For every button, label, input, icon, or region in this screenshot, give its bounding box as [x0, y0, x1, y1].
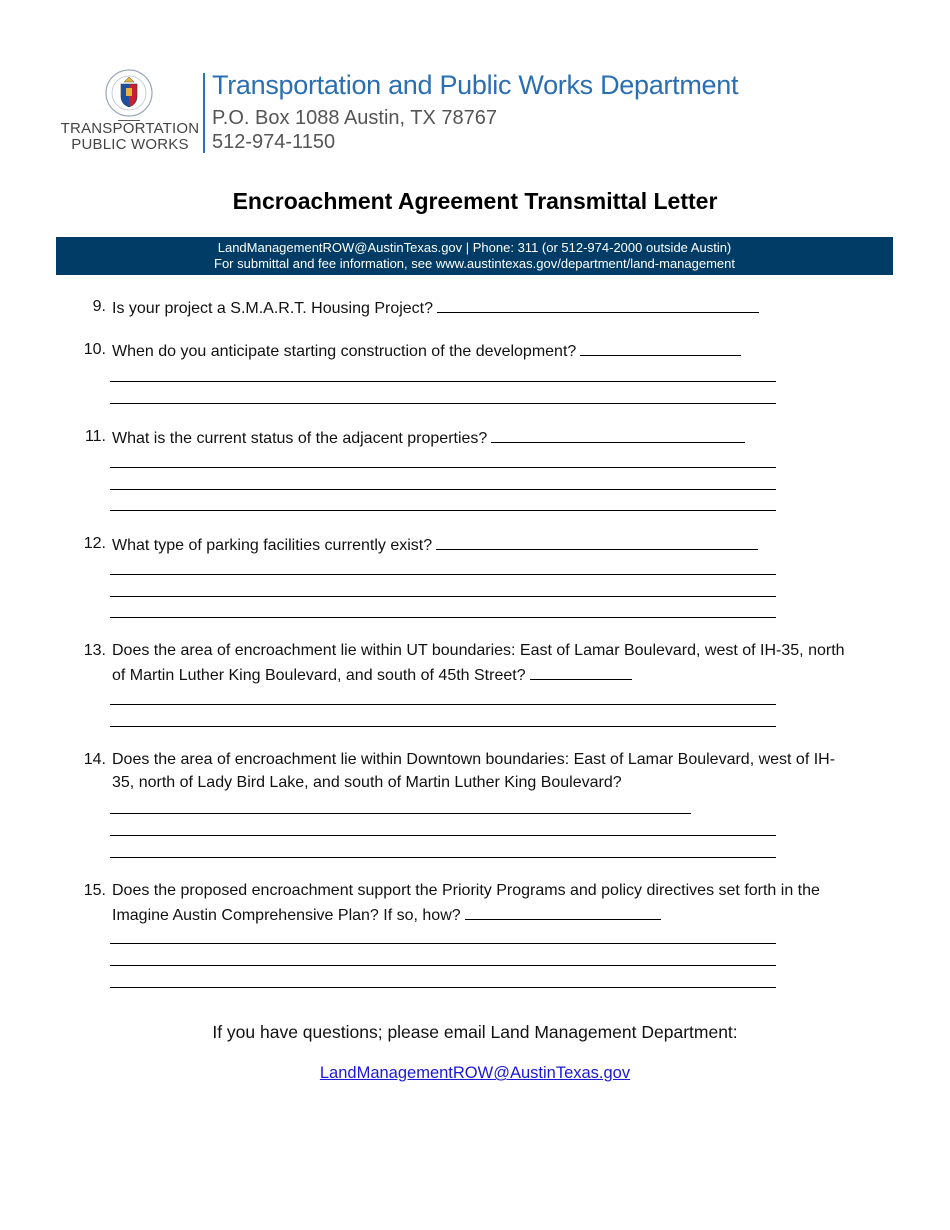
question-number: 11.	[84, 428, 106, 445]
answer-line[interactable]	[110, 489, 776, 490]
question-number: 9.	[92, 298, 106, 315]
answer-line[interactable]	[110, 704, 776, 705]
answer-line[interactable]	[110, 596, 776, 597]
question-text-line-2: Imagine Austin Comprehensive Plan? If so, how?	[112, 907, 461, 924]
footer-question: If you have questions; please email Land Management Department:	[212, 1022, 738, 1042]
answer-line[interactable]	[110, 574, 776, 575]
logo-line-1: TRANSPORTATION	[60, 120, 200, 137]
answer-line[interactable]	[110, 467, 776, 468]
city-of-austin-seal-icon	[104, 68, 154, 118]
question-text-line-1: Does the proposed encroachment support the Priority Programs and policy directives set forth in the	[112, 882, 820, 899]
answer-line[interactable]	[110, 857, 776, 858]
question-text-line-1: Does the area of encroachment lie within UT boundaries: East of Lamar Boulevard, west of IH-35, north	[112, 642, 845, 659]
answer-line[interactable]	[110, 965, 776, 966]
question-number: 12.	[83, 535, 106, 552]
answer-blank[interactable]	[436, 532, 758, 550]
question-text-line-2: of Martin Luther King Boulevard, and south of 45th Street?	[112, 667, 526, 684]
email-link[interactable]: LandManagementROW@AustinTexas.gov	[319, 1064, 631, 1082]
question-number: 13.	[83, 642, 106, 659]
contact-banner	[56, 237, 893, 275]
answer-blank[interactable]	[580, 338, 741, 356]
answer-blank[interactable]	[530, 662, 632, 680]
question-text: What is the current status of the adjacent properties?	[112, 430, 488, 447]
logo-line-2: PUBLIC WORKS	[71, 136, 189, 153]
answer-line[interactable]	[110, 510, 776, 511]
question-text-line-2: 35, north of Lady Bird Lake, and south of Martin Luther King Boulevard?	[112, 774, 622, 791]
answer-line[interactable]	[110, 617, 776, 618]
header-vertical-rule	[203, 73, 205, 153]
banner-line-1: LandManagementROW@AustinTexas.gov | Phone: 311 (or 512-974-2000 outside Austin)	[217, 240, 732, 255]
question-text-line-1: Does the area of encroachment lie within Downtown boundaries: East of Lamar Boulevard, west of IH-	[112, 751, 836, 768]
answer-line[interactable]	[110, 943, 776, 944]
answer-line[interactable]	[110, 726, 776, 727]
department-logo-wordmark	[60, 121, 200, 153]
answer-blank[interactable]	[437, 295, 759, 313]
banner-line-2: For submittal and fee information, see www.austintexas.gov/department/land-management	[214, 256, 735, 271]
department-phone: 512-974-1150	[212, 131, 336, 153]
question-number: 14.	[83, 751, 106, 768]
answer-line[interactable]	[110, 403, 776, 404]
letterhead	[0, 0, 950, 170]
question-number: 15.	[83, 882, 106, 899]
department-address: P.O. Box 1088 Austin, TX 78767	[212, 107, 498, 129]
question-text: Is your project a S.M.A.R.T. Housing Project?	[112, 300, 434, 317]
answer-line[interactable]	[110, 987, 776, 988]
footer-email	[0, 1064, 950, 1083]
page-title: Encroachment Agreement Transmittal Letter	[232, 188, 718, 214]
department-name: Transportation and Public Works Department	[212, 70, 739, 100]
question-text: What type of parking facilities currently exist?	[112, 537, 433, 554]
answer-line[interactable]	[110, 381, 776, 382]
answer-line[interactable]	[110, 835, 776, 836]
question-number: 10.	[83, 341, 106, 358]
answer-blank[interactable]	[465, 902, 661, 920]
answer-line[interactable]	[110, 813, 691, 814]
question-text: When do you anticipate starting construction of the development?	[112, 343, 577, 360]
answer-blank[interactable]	[491, 425, 745, 443]
